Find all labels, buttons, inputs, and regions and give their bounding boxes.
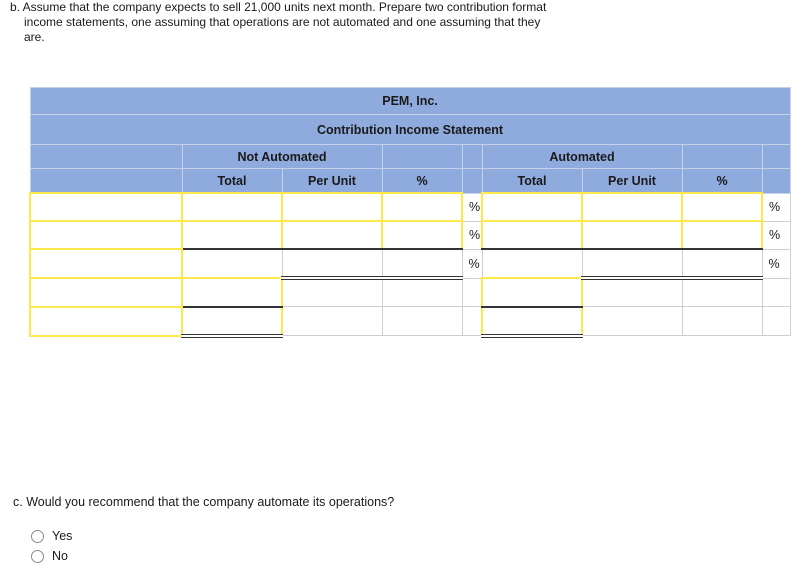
- col-automated-per-unit: Per Unit: [582, 169, 682, 194]
- empty-cell: [382, 278, 462, 307]
- na-total-input[interactable]: [182, 193, 282, 221]
- group-automated: Automated: [482, 145, 682, 169]
- a-per-unit-input[interactable]: [582, 221, 682, 249]
- row-label-input[interactable]: [30, 278, 182, 307]
- col-not-automated-percent: %: [382, 169, 462, 194]
- percent-sign: %: [462, 193, 482, 221]
- a-total-input[interactable]: [482, 278, 582, 307]
- col-not-automated-per-unit: Per Unit: [282, 169, 382, 194]
- table-row: [30, 193, 790, 221]
- a-per-unit-input[interactable]: [582, 193, 682, 221]
- table-row: [30, 249, 790, 278]
- option-yes[interactable]: [31, 529, 72, 543]
- company-name: PEM, Inc.: [30, 88, 790, 115]
- na-percent-input[interactable]: [382, 221, 462, 249]
- na-per-unit-cell: [282, 249, 382, 278]
- row-label-input[interactable]: [30, 193, 182, 221]
- empty-cell: [762, 278, 790, 307]
- a-total-input[interactable]: [482, 307, 582, 336]
- group-not-automated: Not Automated: [182, 145, 382, 169]
- na-total-input[interactable]: [182, 278, 282, 307]
- empty-cell: [762, 307, 790, 336]
- na-per-unit-input[interactable]: [282, 221, 382, 249]
- row-label-input[interactable]: [30, 307, 182, 336]
- a-percent-input[interactable]: [682, 193, 762, 221]
- header-blank: [382, 145, 462, 169]
- contribution-income-statement-table: [29, 87, 791, 338]
- option-no-label: No: [52, 549, 68, 563]
- table-row: [30, 278, 790, 307]
- header-blank: [30, 145, 182, 169]
- na-total-input[interactable]: [182, 221, 282, 249]
- option-yes-label: Yes: [52, 529, 73, 543]
- question-b-line2: income statements, one assuming that operations are not automated and one assuming that they: [24, 15, 541, 29]
- header-blank: [462, 145, 482, 169]
- percent-sign: %: [462, 221, 482, 249]
- a-per-unit-cell: [582, 249, 682, 278]
- empty-cell: [682, 307, 762, 336]
- radio-button[interactable]: [31, 530, 44, 543]
- statement-title: Contribution Income Statement: [30, 115, 790, 145]
- question-b-line3: are.: [24, 30, 45, 44]
- percent-sign: %: [462, 249, 482, 278]
- empty-cell: [462, 307, 482, 336]
- question-c: c. Would you recommend that the company automate its operations?: [13, 495, 395, 509]
- row-label-input[interactable]: [30, 249, 182, 278]
- col-not-automated-total: Total: [182, 169, 282, 194]
- col-automated-percent: %: [682, 169, 762, 194]
- table-row: [30, 221, 790, 249]
- percent-sign: %: [762, 249, 790, 278]
- header-blank: [462, 169, 482, 194]
- a-percent-input[interactable]: [682, 221, 762, 249]
- header-blank: [762, 169, 790, 194]
- question-b-line1: b. Assume that the company expects to sell 21,000 units next month. Prepare two contribution format: [10, 0, 547, 14]
- empty-cell: [682, 278, 762, 307]
- na-percent-cell: [382, 249, 462, 278]
- empty-cell: [282, 307, 382, 336]
- a-total-input[interactable]: [482, 193, 582, 221]
- percent-sign: %: [762, 221, 790, 249]
- header-blank: [30, 169, 182, 194]
- row-label-input[interactable]: [30, 221, 182, 249]
- na-total-input[interactable]: [182, 307, 282, 336]
- empty-cell: [582, 278, 682, 307]
- percent-sign: %: [762, 193, 790, 221]
- empty-cell: [382, 307, 462, 336]
- empty-cell: [582, 307, 682, 336]
- na-total-cell: [182, 249, 282, 278]
- na-percent-input[interactable]: [382, 193, 462, 221]
- col-automated-total: Total: [482, 169, 582, 194]
- a-total-cell: [482, 249, 582, 278]
- radio-button[interactable]: [31, 550, 44, 563]
- na-per-unit-input[interactable]: [282, 193, 382, 221]
- header-blank: [682, 145, 762, 169]
- option-no[interactable]: [31, 549, 68, 563]
- header-blank: [762, 145, 790, 169]
- table-row: [30, 307, 790, 336]
- empty-cell: [282, 278, 382, 307]
- a-percent-cell: [682, 249, 762, 278]
- a-total-input[interactable]: [482, 221, 582, 249]
- question-b: [10, 0, 650, 45]
- empty-cell: [462, 278, 482, 307]
